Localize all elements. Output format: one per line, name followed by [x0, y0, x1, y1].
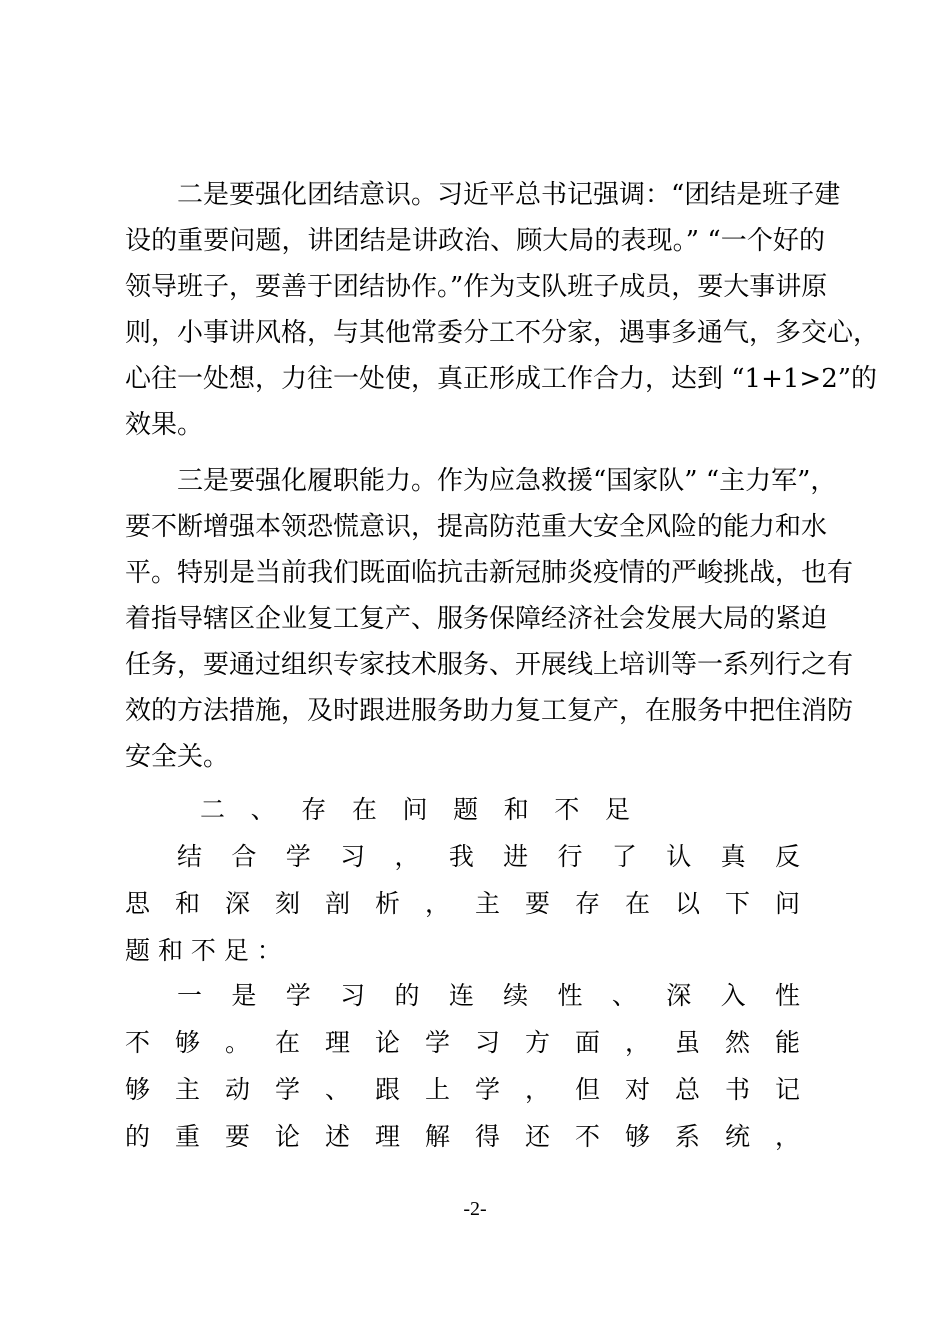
text-line: 题 和 不 足 ： [125, 936, 282, 965]
text-line: 结 合 学 习 ， 我 进 行 了 认 真 反 [177, 842, 800, 871]
section-heading: 二 、 存 在 问 题 和 不 足 [200, 795, 630, 824]
text-line: 效果。 [125, 410, 204, 440]
text-line: 任务，要通过组织专家技术服务、开展线上培训等一系列行之有 [125, 650, 854, 680]
text-line: 要不断增强本领恐慌意识，提高防范重大安全风险的能力和水 [125, 512, 828, 542]
text-line: 安全关。 [125, 742, 230, 772]
text-line: 设的重要问题，讲团结是讲政治、顾大局的表现。” “一个好的 [125, 226, 825, 256]
text-line: 着指导辖区企业复工复产、服务保障经济社会发展大局的紧迫 [125, 604, 828, 634]
paragraph-unity [125, 172, 880, 448]
page-number: -2- [463, 1198, 487, 1220]
paragraph-reflection [125, 833, 800, 974]
text-line: 够 主 动 学 、 跟 上 学 ， 但 对 总 书 记 [125, 1075, 800, 1104]
text-line: 领导班子，要善于团结协作。”作为支队班子成员，要大事讲原 [125, 272, 828, 302]
text-line: 二是要强化团结意识。习近平总书记强调：“团结是班子建 [177, 180, 841, 210]
text-line: 心往一处想，力往一处使，真正形成工作合力，达到 “1+1>2”的 [125, 364, 878, 394]
text-line: 平。特别是当前我们既面临抗击新冠肺炎疫情的严峻挑战，也有 [125, 558, 854, 588]
text-line: 思 和 深 刻 剖 析 ， 主 要 存 在 以 下 问 [125, 889, 800, 918]
text-line: 则，小事讲风格，与其他常委分工不分家，遇事多通气，多交心， [125, 318, 880, 348]
text-line: 一 是 学 习 的 连 续 性 、 深 入 性 [177, 981, 800, 1010]
text-line: 效的方法措施，及时跟进服务助力复工复产，在服务中把住消防 [125, 696, 854, 726]
text-line: 的 重 要 论 述 理 解 得 还 不 够 系 统 ， [125, 1122, 800, 1151]
paragraph-capability [125, 458, 854, 780]
paragraph-study-issue [125, 972, 800, 1160]
text-line: 三是要强化履职能力。作为应急救援“国家队” “主力军”， [177, 466, 837, 496]
text-line: 不 够 。 在 理 论 学 习 方 面 ， 虽 然 能 [125, 1028, 800, 1057]
